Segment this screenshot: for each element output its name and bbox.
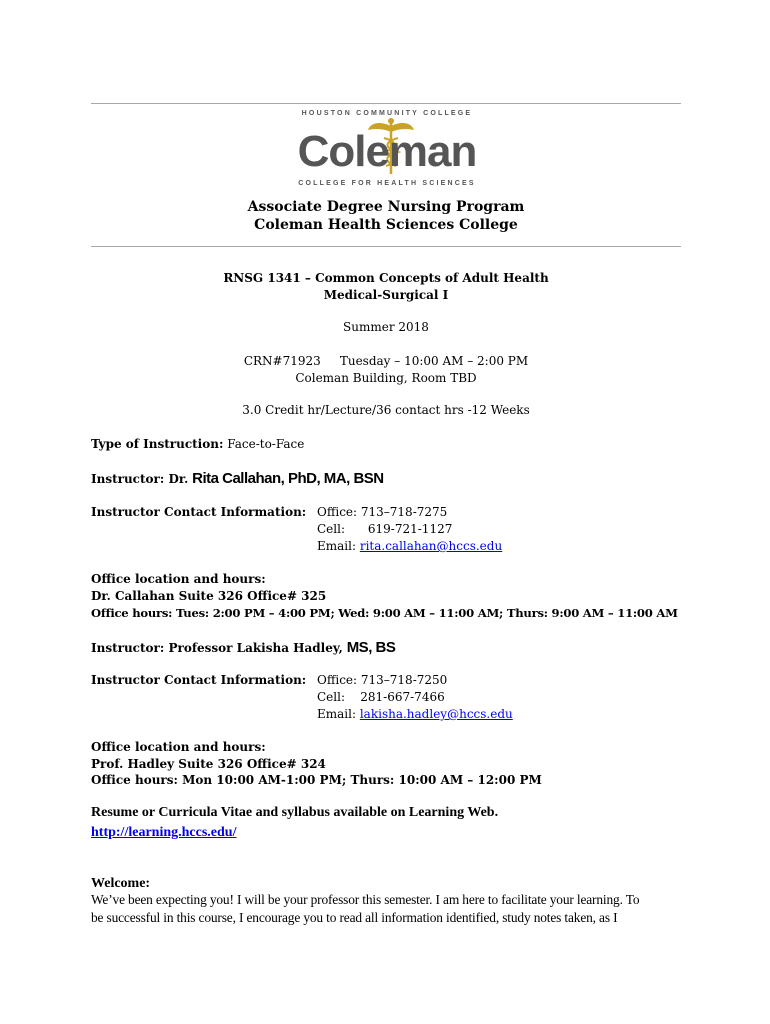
instructor2-location-heading: Office location and hours: xyxy=(91,740,266,754)
welcome-line2: be successful in this course, I encourage you to read all information identified, study notes taken, as I xyxy=(91,910,618,925)
logo-top-text: HOUSTON COMMUNITY COLLEGE xyxy=(301,110,473,117)
instruction-type-value: Face-to-Face xyxy=(227,437,305,451)
instructor1-label: Instructor: Dr. xyxy=(91,472,189,486)
program-title: Associate Degree Nursing Program xyxy=(247,199,525,215)
course-credits: 3.0 Credit hr/Lecture/36 contact hrs -12 Weeks xyxy=(242,403,530,417)
course-term: Summer 2018 xyxy=(343,320,429,334)
resume-text: Resume or Curricula Vitae and syllabus available on Learning Web. xyxy=(91,805,499,820)
welcome-line1: We’ve been expecting you! I will be your professor this semester. I am here to facilitate your learning. To xyxy=(91,892,640,907)
instructor2-contact-label: Instructor Contact Information: xyxy=(91,673,307,687)
instructor2-name: MS, BS xyxy=(346,639,396,656)
course-location: Coleman Building, Room TBD xyxy=(295,371,477,385)
instructor2-office: Office: 713–718-7250 xyxy=(317,673,448,687)
logo-bottom-text: COLLEGE FOR HEALTH SCIENCES xyxy=(298,180,476,187)
instructor1-email-label: Email: xyxy=(317,539,357,553)
course-crn-schedule: CRN#71923 Tuesday – 10:00 AM – 2:00 PM xyxy=(243,354,529,368)
instructor2-email-row xyxy=(317,707,513,721)
instructor1-email-row xyxy=(317,539,502,553)
instructor1-location-heading: Office location and hours: xyxy=(91,572,266,586)
instructor2-hours: Office hours: Mon 10:00 AM-1:00 PM; Thurs: 10:00 AM – 12:00 PM xyxy=(91,773,542,787)
instructor1-cell: Cell: 619-721-1127 xyxy=(317,522,453,536)
course-title-line2: Medical-Surgical I xyxy=(323,288,449,302)
course-title-line1: RNSG 1341 – Common Concepts of Adult Health xyxy=(223,271,549,285)
instructor2-line xyxy=(91,639,395,656)
learning-web-link[interactable]: http://learning.hccs.edu/ xyxy=(91,825,237,840)
instructor1-name: Rita Callahan, PhD, MA, BSN xyxy=(192,470,384,487)
instructor2-email-label: Email: xyxy=(317,707,357,721)
instructor2-cell: Cell: 281-667-7466 xyxy=(317,690,445,704)
instruction-type-label: Type of Instruction: xyxy=(91,437,224,451)
instructor2-label: Instructor: Professor Lakisha Hadley, xyxy=(91,641,343,655)
header-divider xyxy=(91,246,681,247)
instructor1-office: Office: 713–718-7275 xyxy=(317,505,448,519)
top-divider xyxy=(91,103,681,104)
logo-wordmark: Coleman xyxy=(297,127,477,176)
coleman-logo xyxy=(296,110,478,192)
instructor1-line xyxy=(91,470,384,487)
instruction-type xyxy=(91,437,304,451)
welcome-heading: Welcome: xyxy=(91,876,151,891)
college-title: Coleman Health Sciences College xyxy=(254,217,518,233)
instructor2-email-link[interactable]: lakisha.hadley@hccs.edu xyxy=(359,707,513,721)
instructor1-location: Dr. Callahan Suite 326 Office# 325 xyxy=(91,589,327,603)
instructor2-location: Prof. Hadley Suite 326 Office# 324 xyxy=(91,757,326,771)
instructor1-email-link[interactable]: rita.callahan@hccs.edu xyxy=(359,539,503,553)
instructor1-hours: Office hours: Tues: 2:00 PM – 4:00 PM; Wed: 9:00 AM – 11:00 AM; Thurs: 9:00 AM – 11:00 AM xyxy=(91,606,678,620)
instructor1-contact-label: Instructor Contact Information: xyxy=(91,505,307,519)
